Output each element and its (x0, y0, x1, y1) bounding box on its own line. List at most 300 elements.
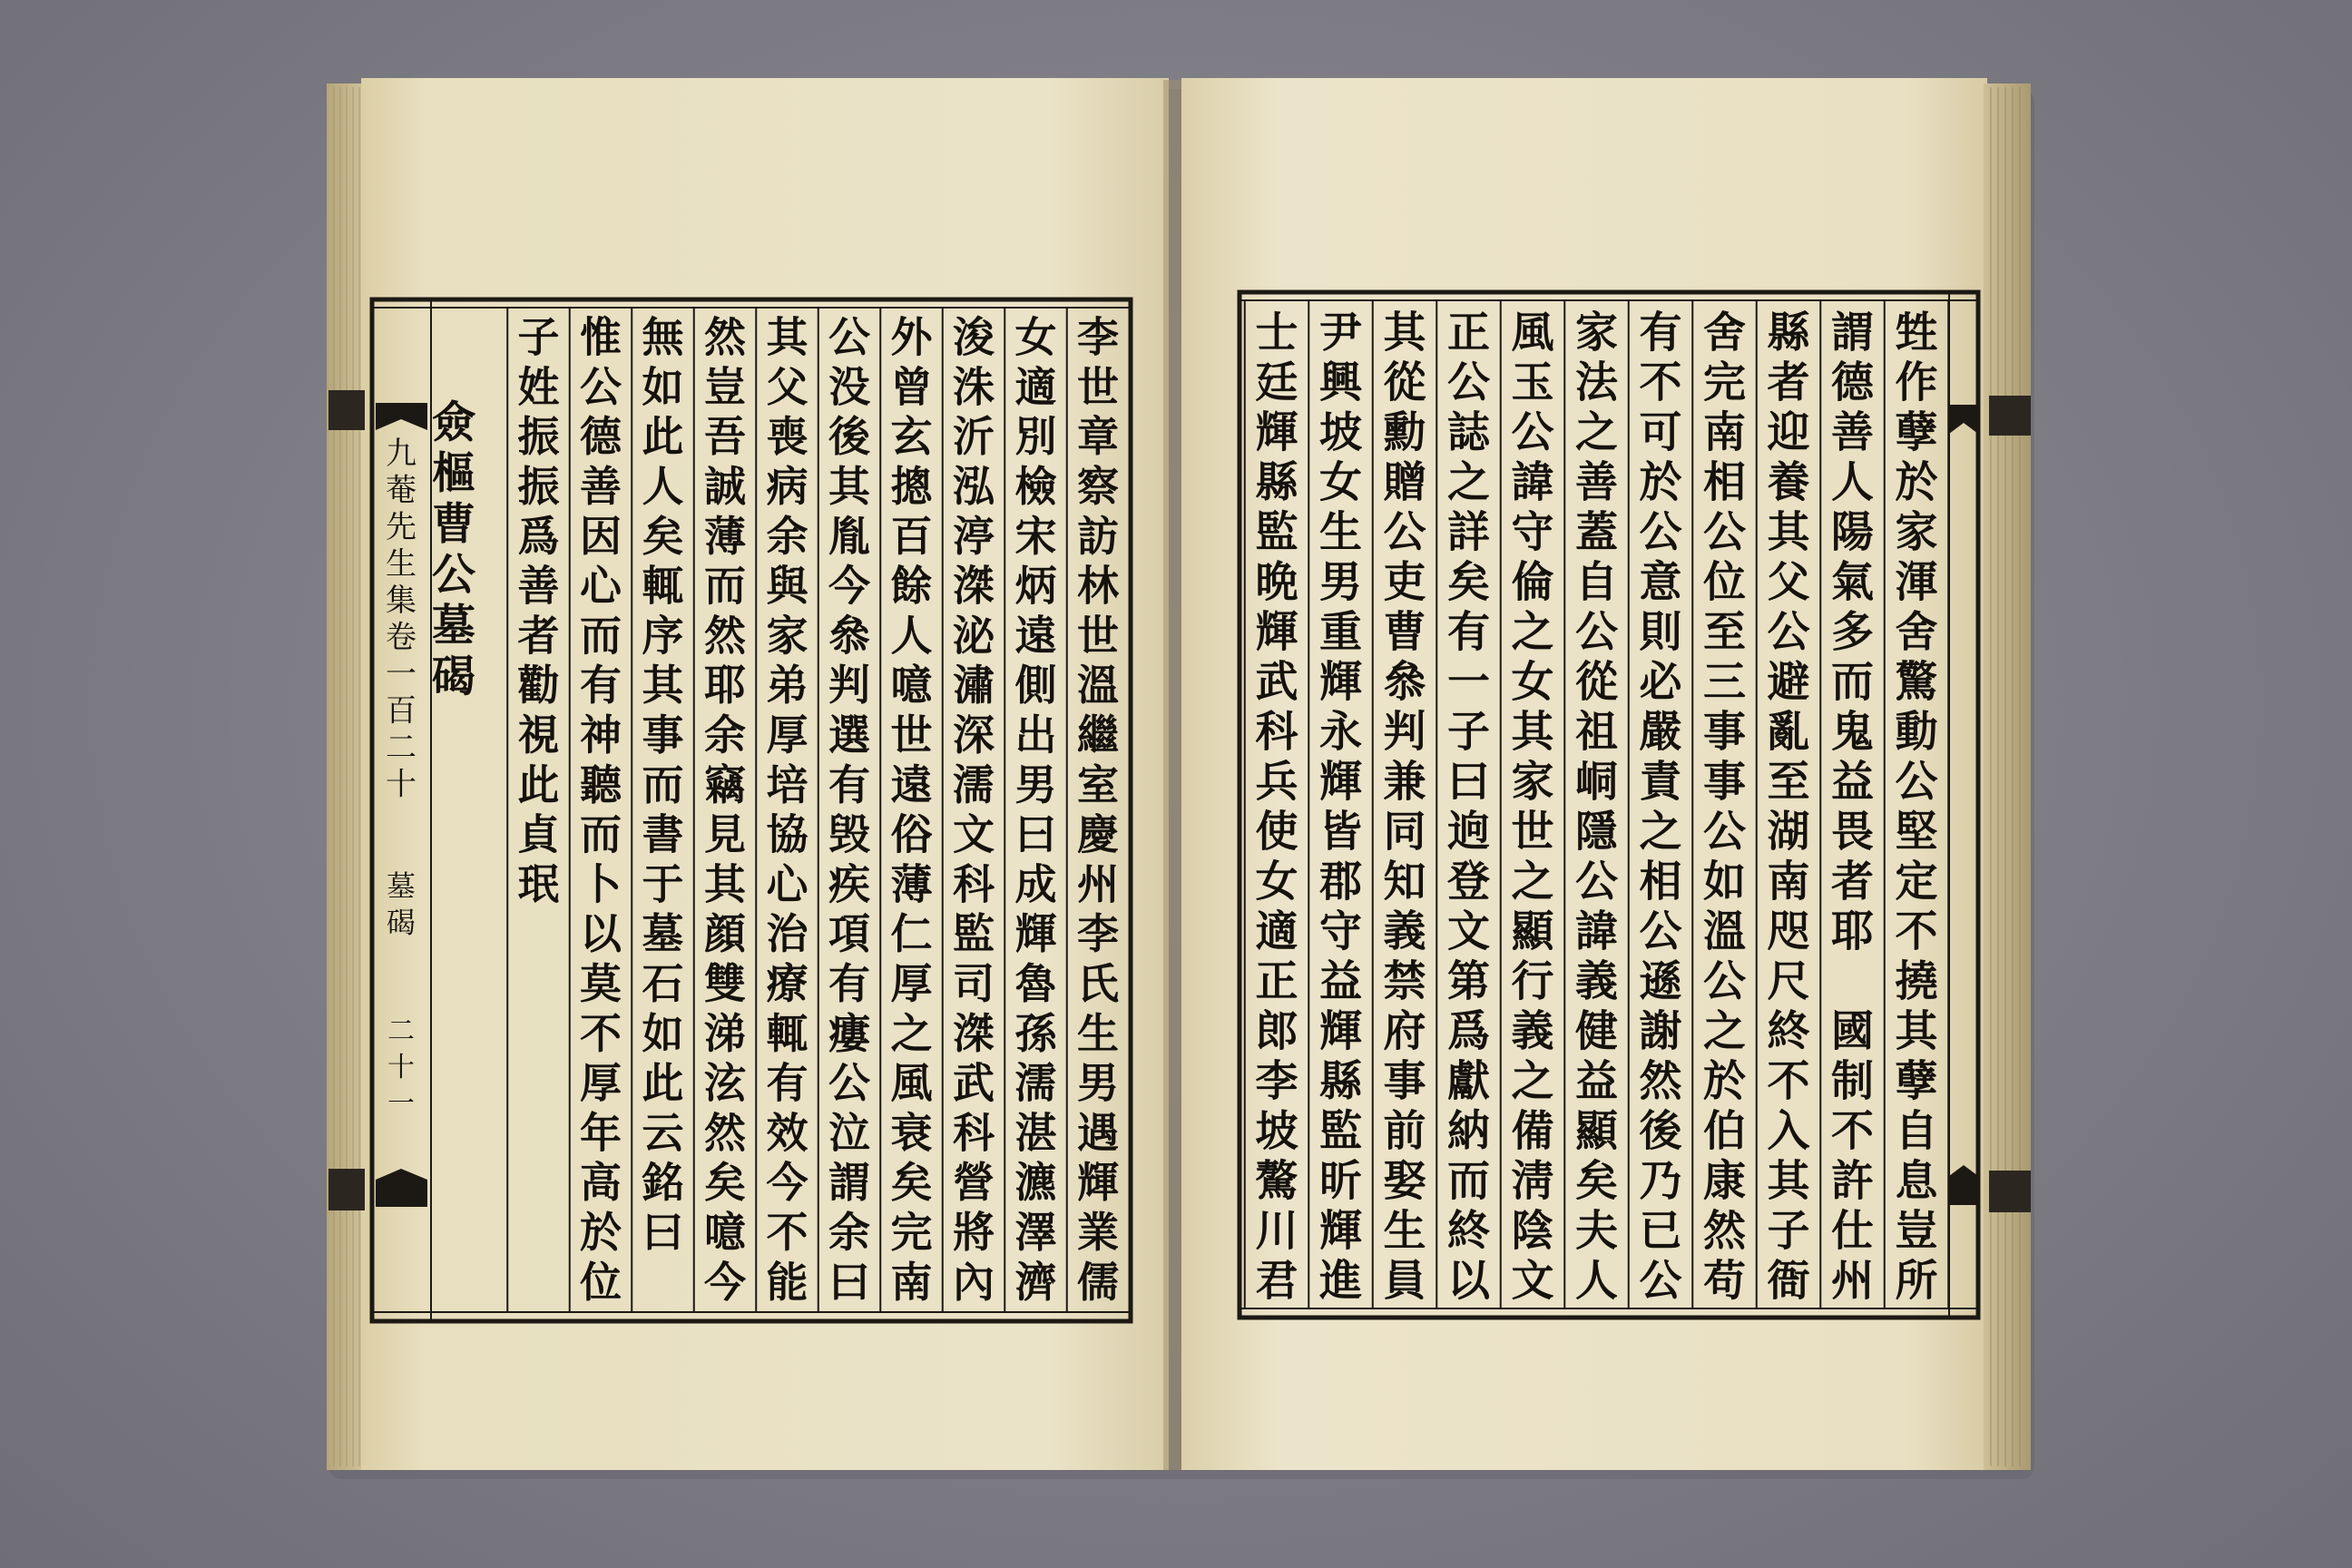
text-char: 於 (1703, 1056, 1746, 1107)
right-text-column (1319, 308, 1365, 1306)
text-char: 益 (1831, 757, 1874, 808)
left-text-column (642, 313, 686, 1257)
text-char: 尺 (1767, 956, 1810, 1007)
inscription-title (432, 397, 475, 701)
text-char: 使 (1255, 807, 1298, 858)
text-char: 公 (1895, 757, 1938, 808)
text-char: 墓 (642, 909, 684, 959)
text-char: 高 (580, 1158, 622, 1208)
text-char: 文 (1447, 906, 1490, 957)
text-char: 有 (828, 958, 870, 1008)
text-char: 武 (1255, 657, 1298, 708)
text-char: 監 (1319, 1106, 1362, 1157)
text-char: 甡 (1895, 308, 1938, 358)
text-char: 選 (828, 710, 870, 760)
right-text-column (1256, 308, 1299, 1306)
text-char: 入 (1767, 1106, 1810, 1157)
text-char: 碣 (386, 905, 416, 940)
text-char: 年 (580, 1108, 622, 1158)
text-char: 作 (1895, 358, 1938, 408)
text-char: 浚 (953, 312, 995, 362)
text-char: 視 (517, 710, 560, 760)
text-char: 今 (766, 1158, 808, 1208)
right-text-column (1447, 308, 1492, 1306)
text-char: 吾 (704, 412, 746, 462)
text-char: 以 (1447, 1256, 1490, 1307)
text-char: 昕 (1319, 1156, 1362, 1207)
text-char: 州 (1831, 1256, 1874, 1307)
text-char (1831, 956, 1874, 1006)
text-char: 者 (1767, 358, 1810, 408)
text-char: 章 (1077, 412, 1119, 462)
text-char: 郎 (1255, 1006, 1298, 1057)
text-char: 謂 (1831, 308, 1874, 358)
text-char: 公 (1575, 607, 1618, 658)
text-char: 謝 (1639, 1006, 1682, 1057)
text-char: 夫 (1575, 1206, 1618, 1257)
text-char: 進 (1319, 1256, 1362, 1307)
text-char: 顯 (1511, 906, 1554, 957)
margin-page-number (387, 1015, 415, 1120)
text-char: 縣 (1767, 308, 1810, 358)
left-text-column (767, 313, 811, 1307)
text-char: 之 (1575, 407, 1618, 458)
text-char: 湛 (1014, 1108, 1057, 1158)
text-char: 坡 (1319, 407, 1362, 458)
text-char: 瘻 (828, 1008, 870, 1058)
text-char: 子 (1447, 707, 1490, 758)
text-char: 生 (1077, 1008, 1119, 1058)
right-text-column (1384, 308, 1428, 1306)
text-char: 生 (386, 545, 416, 583)
text-char: 終 (1447, 1206, 1490, 1257)
text-char: 如 (642, 362, 684, 412)
text-char: 余 (766, 511, 808, 561)
text-char: 矣 (642, 511, 684, 561)
text-char: 第 (1447, 956, 1490, 1007)
text-char: 將 (953, 1207, 995, 1257)
text-char: 堅 (1895, 807, 1938, 858)
text-char: 父 (1767, 557, 1810, 608)
text-char: 避 (1767, 657, 1810, 708)
text-char: 治 (766, 909, 808, 959)
text-char: 豈 (704, 362, 746, 412)
text-char: 胤 (828, 511, 870, 561)
text-char: 叅 (1383, 657, 1426, 708)
text-char: 没 (828, 362, 870, 412)
text-char: 坡 (1255, 1106, 1298, 1157)
right-text-column (1512, 308, 1556, 1306)
text-char: 百 (386, 692, 416, 730)
text-char: 完 (1703, 358, 1746, 408)
binding-thread-top-left (328, 390, 365, 430)
text-char: 矣 (704, 1158, 746, 1208)
text-char: 李 (1077, 312, 1119, 362)
text-char: 矣 (890, 1158, 933, 1208)
text-char: 貞 (517, 809, 560, 859)
text-char: 陽 (1831, 507, 1874, 558)
text-char: 人 (642, 461, 684, 511)
text-char: 神 (580, 710, 622, 760)
text-char: 兵 (1255, 757, 1298, 808)
text-char: 莫 (580, 958, 622, 1008)
text-char: 世 (1077, 362, 1119, 412)
text-char: 輒 (642, 561, 684, 611)
text-char: 娶 (1383, 1156, 1426, 1207)
text-char: 男 (1014, 760, 1057, 809)
text-char: 叅 (828, 611, 870, 661)
text-char: 女 (1255, 857, 1298, 907)
text-char: 不 (1767, 1056, 1810, 1107)
text-char: 深 (953, 710, 995, 760)
text-char: 守 (1511, 507, 1554, 558)
text-char: 儒 (1077, 1257, 1119, 1307)
text-char: 仁 (890, 909, 933, 959)
text-char: 渟 (953, 511, 995, 561)
text-char: 公 (1511, 407, 1554, 458)
text-char: 科 (953, 859, 995, 909)
text-char: 有 (1447, 607, 1490, 658)
text-char: 療 (766, 958, 808, 1008)
text-char: 察 (1077, 461, 1119, 511)
text-char: 不 (580, 1008, 622, 1058)
text-char: 惟 (580, 312, 622, 362)
text-char: 薄 (890, 859, 933, 909)
right-page (1181, 78, 2031, 1470)
text-char: 炳 (1014, 561, 1057, 611)
text-char: 此 (517, 760, 560, 809)
text-char: 如 (642, 1008, 684, 1058)
text-char: 尹 (1319, 308, 1362, 358)
text-char: 衰 (890, 1108, 933, 1158)
text-char: 益 (1319, 956, 1362, 1007)
text-char: 振 (517, 461, 560, 511)
text-char: 李 (1255, 1056, 1298, 1107)
text-char: 遠 (1014, 611, 1057, 661)
text-char: 室 (1077, 760, 1119, 809)
text-char: 公 (1639, 507, 1682, 558)
left-text-column (518, 313, 563, 909)
text-char: 士 (1255, 308, 1298, 358)
text-char: 其 (1895, 1006, 1938, 1057)
text-char: 然 (1703, 1206, 1746, 1257)
text-char: 備 (1511, 1106, 1554, 1157)
text-char: 勸 (517, 661, 560, 710)
text-char: 營 (953, 1158, 995, 1208)
text-char: 摠 (890, 461, 933, 511)
text-char: 能 (766, 1257, 808, 1307)
text-char: 至 (1703, 607, 1746, 658)
text-char: 事 (1703, 757, 1746, 808)
text-char: 二 (387, 1014, 415, 1047)
text-char: 正 (1447, 308, 1490, 358)
text-char: 善 (1831, 407, 1874, 458)
text-char: 生 (1383, 1206, 1426, 1257)
text-char: 諱 (1511, 457, 1554, 508)
text-char: 公 (1383, 507, 1426, 558)
text-char: 因 (580, 511, 622, 561)
text-char: 伯 (1703, 1106, 1746, 1157)
text-char: 謂 (828, 1158, 870, 1208)
text-char: 之 (1447, 457, 1490, 508)
text-char: 位 (580, 1257, 622, 1307)
text-char: 德 (580, 412, 622, 462)
text-char: 噫 (704, 1207, 746, 1257)
text-char: 男 (1077, 1058, 1119, 1108)
text-char: 息 (1895, 1156, 1938, 1207)
text-char: 事 (642, 710, 684, 760)
text-char: 輝 (1319, 757, 1362, 808)
text-char: 迎 (1767, 407, 1810, 458)
text-char: 余 (704, 710, 746, 760)
text-char: 不 (1831, 1106, 1874, 1157)
text-char: 於 (1639, 457, 1682, 508)
text-char: 公 (1575, 857, 1618, 907)
text-char: 其 (704, 859, 746, 909)
text-char: 輝 (1255, 607, 1298, 658)
text-char: 輝 (1014, 909, 1057, 959)
text-char: 毁 (828, 809, 870, 859)
text-char: 動 (1895, 707, 1938, 758)
text-char: 沂 (953, 412, 995, 462)
text-char: 世 (1511, 807, 1554, 858)
text-char: 孽 (1895, 1056, 1938, 1107)
text-char: 遇 (1077, 1108, 1119, 1158)
text-char: 衙 (1767, 1256, 1810, 1307)
text-char: 禁 (1383, 956, 1426, 1007)
text-char: 珉 (517, 859, 560, 909)
text-char: 輒 (766, 1008, 808, 1058)
text-char: 訪 (1077, 511, 1119, 561)
text-char: 曰 (642, 1207, 684, 1257)
text-char: 國 (1831, 1006, 1874, 1057)
text-char: 輝 (1255, 407, 1298, 458)
right-text-column (1896, 308, 1940, 1306)
text-char: 義 (1383, 906, 1426, 957)
text-char: 判 (828, 661, 870, 710)
text-char: 竊 (704, 760, 746, 809)
text-char: 二 (386, 730, 416, 767)
text-char: 人 (1575, 1256, 1618, 1307)
text-char: 法 (1575, 358, 1618, 408)
right-text-column (1768, 308, 1812, 1306)
text-char: 余 (828, 1207, 870, 1257)
text-char: 女 (1511, 657, 1554, 708)
text-char: 公 (1639, 906, 1682, 957)
text-char: 科 (953, 1108, 995, 1158)
text-char: 相 (1703, 457, 1746, 508)
text-char: 人 (1831, 457, 1874, 508)
text-char: 矣 (1447, 557, 1490, 608)
text-char: 效 (766, 1108, 808, 1158)
text-char: 三 (1703, 657, 1746, 708)
text-char: 孫 (1014, 1008, 1057, 1058)
text-char: 然 (704, 1108, 746, 1158)
text-char: 興 (1319, 358, 1362, 408)
text-char: 善 (1575, 457, 1618, 508)
text-char: 之 (1639, 807, 1682, 858)
text-char: 司 (953, 958, 995, 1008)
text-char: 顯 (1575, 1106, 1618, 1157)
text-char: 玉 (1511, 358, 1554, 408)
text-char: 文 (1511, 1256, 1554, 1307)
left-text-column (580, 313, 623, 1307)
text-char: 益 (1575, 1056, 1618, 1107)
text-char: 川 (1255, 1206, 1298, 1257)
text-char: 後 (1639, 1106, 1682, 1157)
text-char: 一 (386, 656, 416, 693)
text-char: 餘 (890, 561, 933, 611)
text-char: 聽 (580, 760, 622, 809)
text-char: 一 (387, 1087, 415, 1120)
text-char: 亂 (1767, 707, 1810, 758)
text-char: 從 (1383, 358, 1426, 408)
text-char: 正 (1255, 956, 1298, 1007)
text-char: 峒 (1575, 757, 1618, 808)
text-char: 泓 (953, 461, 995, 511)
text-char: 武 (953, 1058, 995, 1108)
text-char: 定 (1895, 857, 1938, 907)
text-char: 前 (1383, 1106, 1426, 1157)
text-char: 曰 (1014, 809, 1057, 859)
right-text-column (1831, 308, 1876, 1306)
text-char: 喪 (766, 412, 808, 462)
text-char: 心 (766, 859, 808, 909)
text-char: 適 (1014, 362, 1057, 412)
text-char: 完 (890, 1207, 933, 1257)
text-char: 納 (1447, 1106, 1490, 1157)
left-text-column (891, 313, 935, 1307)
text-char: 滐 (953, 1008, 995, 1058)
text-char: 薄 (704, 511, 746, 561)
text-char: 乃 (1639, 1156, 1682, 1207)
text-char: 先 (386, 509, 416, 546)
text-char: 厚 (580, 1058, 622, 1108)
text-char: 知 (1383, 857, 1426, 907)
text-char: 不 (1895, 906, 1938, 957)
text-char: 玄 (890, 412, 933, 462)
text-char: 耶 (704, 661, 746, 710)
text-char: 溫 (1077, 661, 1119, 710)
text-char: 石 (642, 958, 684, 1008)
text-char: 卜 (580, 859, 622, 909)
text-char: 別 (1014, 412, 1057, 462)
text-char: 陰 (1511, 1206, 1554, 1257)
text-char: 家 (1511, 757, 1554, 808)
text-char: 魯 (1014, 958, 1057, 1008)
text-char: 登 (1447, 857, 1490, 907)
text-char: 終 (1767, 1006, 1810, 1057)
text-char: 濟 (1014, 1257, 1057, 1307)
text-char: 多 (1831, 607, 1874, 658)
text-char: 後 (828, 412, 870, 462)
text-char: 遠 (890, 760, 933, 809)
left-text-column (1077, 313, 1120, 1307)
text-char: 而 (1447, 1156, 1490, 1207)
text-char: 舍 (1703, 308, 1746, 358)
text-char: 而 (1831, 657, 1874, 708)
margin-book-title (386, 436, 416, 803)
text-char: 見 (704, 809, 746, 859)
left-text-column (704, 313, 748, 1307)
text-char: 可 (1639, 407, 1682, 458)
binding-thread-bottom-right (1989, 1171, 2031, 1212)
text-char: 菴 (386, 472, 416, 509)
text-char: 成 (1014, 859, 1057, 909)
text-char: 嚴 (1639, 707, 1682, 758)
text-char: 家 (766, 611, 808, 661)
text-char: 氏 (1077, 958, 1119, 1008)
text-char: 湖 (1767, 807, 1810, 858)
text-char: 家 (1895, 507, 1938, 558)
text-char: 十 (386, 766, 416, 803)
text-char: 自 (1895, 1106, 1938, 1157)
text-char: 意 (1639, 557, 1682, 608)
text-char: 仕 (1831, 1206, 1874, 1257)
text-char: 厚 (766, 710, 808, 760)
text-char: 于 (642, 859, 684, 909)
text-char: 曰 (1447, 757, 1490, 808)
text-char: 其 (1383, 308, 1426, 358)
text-char: 百 (890, 511, 933, 561)
binding-thread-top-right (1989, 396, 2031, 436)
text-char: 然 (1639, 1056, 1682, 1107)
text-char: 無 (642, 312, 684, 362)
text-char: 公 (1447, 358, 1490, 408)
text-char: 君 (1255, 1256, 1298, 1307)
text-char: 所 (1895, 1256, 1938, 1307)
text-char: 云 (642, 1108, 684, 1158)
text-char: 李 (1077, 909, 1119, 959)
text-char: 人 (890, 611, 933, 661)
text-char: 而 (704, 561, 746, 611)
text-char: 公 (1767, 607, 1810, 658)
text-char: 曹 (431, 498, 476, 550)
text-char: 此 (642, 1058, 684, 1108)
text-char: 公 (1703, 807, 1746, 858)
text-char: 業 (1077, 1207, 1119, 1257)
text-char: 此 (642, 412, 684, 462)
text-char: 側 (1014, 661, 1057, 710)
text-char: 曾 (890, 362, 933, 412)
text-char: 爲 (517, 511, 560, 561)
text-char: 從 (1575, 657, 1618, 708)
right-page-text (1256, 308, 1940, 1306)
left-page (327, 78, 1169, 1470)
text-char: 輝 (1319, 657, 1362, 708)
text-char: 義 (1575, 956, 1618, 1007)
text-char: 厚 (890, 958, 933, 1008)
text-char: 府 (1383, 1006, 1426, 1057)
text-char: 驁 (1255, 1156, 1298, 1207)
text-char: 監 (953, 909, 995, 959)
text-char: 之 (1703, 1006, 1746, 1057)
text-char: 自 (1575, 557, 1618, 608)
text-char: 其 (828, 461, 870, 511)
text-char: 制 (1831, 1056, 1874, 1107)
text-char: 有 (580, 661, 622, 710)
text-char: 事 (1383, 1056, 1426, 1107)
text-char: 而 (642, 760, 684, 809)
text-char: 輝 (1077, 1158, 1119, 1208)
text-char: 項 (828, 909, 870, 959)
text-char: 疾 (828, 859, 870, 909)
text-char: 濡 (1014, 1058, 1057, 1108)
text-char: 南 (1767, 857, 1810, 907)
text-char: 氣 (1831, 557, 1874, 608)
text-char: 誌 (1447, 407, 1490, 458)
text-char: 顔 (704, 909, 746, 959)
